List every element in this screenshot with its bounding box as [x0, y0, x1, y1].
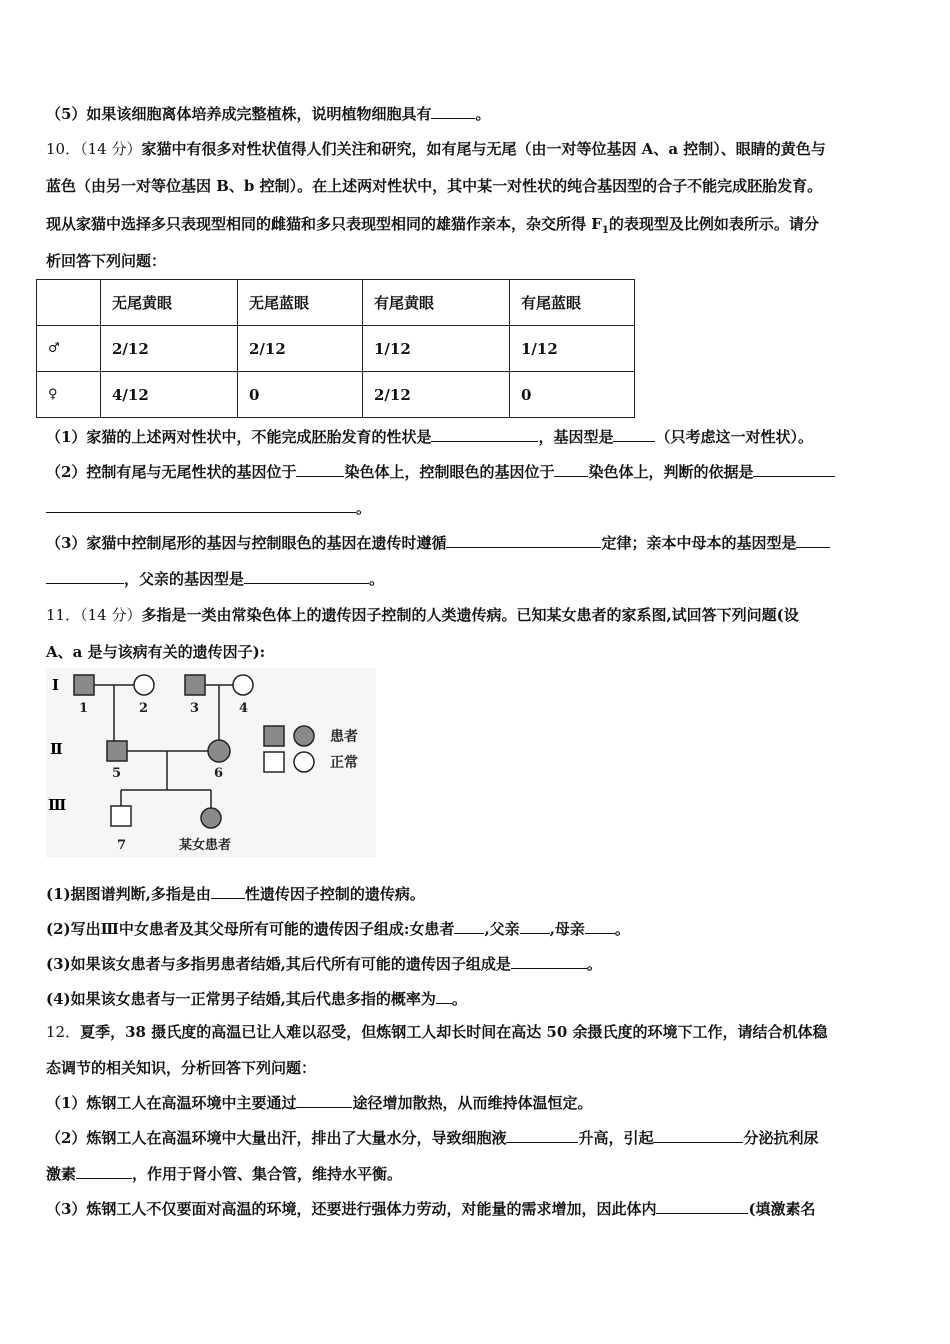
table-row	[37, 326, 635, 372]
q12-line1: 12．夏季，38 摄氏度的高温已让人难以忍受，但炼钢工人却长时间在高达 50 余摄氏度的环境下工作，请结合机体稳	[46, 1023, 828, 1041]
table-header-row	[37, 280, 635, 326]
normal-female-symbol	[233, 675, 253, 695]
answer-blank[interactable]	[796, 532, 830, 548]
q11-sub1: (1)据图谱判断,多指是由 性遗传因子控制的遗传病。	[46, 885, 425, 903]
individual-label: 2	[139, 701, 149, 716]
pedigree-background	[46, 668, 376, 858]
answer-blank[interactable]	[656, 1198, 748, 1214]
normal-female-symbol	[134, 675, 154, 695]
q11-sub3: (3)如果该女患者与多指男患者结婚,其后代所有可能的遗传因子组成是 。	[46, 955, 602, 973]
q11-line1: 11．（14 分）多指是一类由常染色体上的遗传因子控制的人类遗传病。已知某女患者的家系图,试回答下列问题(设	[46, 606, 799, 624]
answer-blank[interactable]	[653, 1127, 743, 1143]
q10-sub1: （1）家猫的上述两对性状中，不能完成胚胎发育的性状是 ，基因型是 （只考虑这一对性状）。	[46, 428, 813, 446]
generation-label: Ⅲ	[48, 796, 67, 814]
answer-blank[interactable]	[296, 1092, 352, 1108]
affected-female-symbol	[208, 740, 230, 762]
legend-normal-male	[264, 752, 284, 772]
table-row	[37, 372, 635, 418]
table-header: 有尾蓝眼	[510, 280, 635, 326]
answer-blank[interactable]	[46, 497, 356, 513]
individual-label: 5	[112, 766, 122, 781]
table-cell: 1/12	[363, 326, 510, 372]
answer-blank[interactable]	[46, 568, 124, 584]
affected-male-symbol	[185, 675, 205, 695]
q10-sub2: （2）控制有尾与无尾性状的基因位于 染色体上，控制眼色的基因位于 染色体上，判断的依据是	[46, 461, 835, 482]
table-cell: 4/12	[101, 372, 238, 418]
answer-blank[interactable]	[511, 953, 587, 969]
answer-blank[interactable]	[76, 1163, 132, 1179]
legend-affected-male	[264, 726, 284, 746]
q10-sub3: （3）家猫中控制尾形的基因与控制眼色的基因在遗传时遵循 定律；亲本中母本的基因型是	[46, 532, 830, 553]
answer-blank[interactable]	[585, 918, 615, 934]
table-header: 无尾蓝眼	[238, 280, 363, 326]
table-cell: 1/12	[510, 326, 635, 372]
q10-sub2-cont: 。	[46, 497, 371, 518]
q10-line1: 10．（14 分）家猫中有很多对性状值得人们关注和研究，如有尾与无尾（由一对等位基因 A、a 控制）、眼睛的黄色与	[46, 140, 826, 158]
answer-blank[interactable]	[613, 426, 655, 442]
legend-affected-female	[294, 726, 314, 746]
individual-label: 6	[214, 766, 224, 781]
table-cell: 2/12	[101, 326, 238, 372]
q9-sub5: （5）如果该细胞离体培养成完整植株，说明植物细胞具有 。	[46, 105, 491, 123]
affected-female-symbol	[201, 808, 221, 828]
q11-line2: A、a 是与该病有关的遗传因子):	[46, 643, 266, 661]
male-symbol: ♂	[37, 326, 101, 372]
q10-line4: 析回答下列问题：	[46, 252, 167, 270]
legend-normal-label: 正常	[330, 755, 358, 771]
normal-male-symbol	[111, 806, 131, 826]
q10-line3: 现从家猫中选择多只表现型相同的雌猫和多只表现型相同的雄猫作亲本，杂交所得 $F_1$的表现型及比例如表所示。请分	[46, 215, 819, 236]
phenotype-table	[36, 279, 635, 418]
q9-sub5-text: （5）如果该细胞离体培养成完整植株，说明植物细胞具有	[46, 105, 432, 123]
question-number: 11．	[46, 606, 81, 624]
question-points: （14 分）	[80, 140, 142, 158]
individual-label: 3	[190, 701, 200, 716]
answer-blank[interactable]	[520, 918, 550, 934]
individual-label: 7	[117, 838, 127, 853]
table-header: 无尾黄眼	[101, 280, 238, 326]
question-number: 12．	[46, 1023, 81, 1041]
question-points: （14 分）	[80, 606, 142, 624]
answer-blank[interactable]	[244, 568, 369, 584]
q12-sub3: （3）炼钢工人不仅要面对高温的环境，还要进行强体力劳动，对能量的需求增加，因此体内 (填激素名	[46, 1200, 816, 1218]
answer-blank[interactable]	[431, 426, 538, 442]
answer-blank[interactable]	[554, 461, 588, 477]
q12-sub2: （2）炼钢工人在高温环境中大量出汗，排出了大量水分，导致细胞液 升高，引起 分泌抗利尿	[46, 1129, 819, 1147]
table-cell: 0	[510, 372, 635, 418]
table-header: 有尾黄眼	[363, 280, 510, 326]
legend-affected-label: 患者	[330, 729, 358, 745]
answer-blank[interactable]	[506, 1127, 578, 1143]
q12-sub2-cont: 激素 ，作用于肾小管、集合管，维持水平衡。	[46, 1165, 403, 1183]
answer-blank[interactable]	[431, 103, 475, 119]
individual-label: 4	[239, 701, 249, 716]
pedigree-chart	[46, 668, 376, 858]
question-number: 10．	[46, 140, 81, 158]
female-symbol: ♀	[37, 372, 101, 418]
answer-blank[interactable]	[436, 988, 452, 1004]
answer-blank[interactable]	[446, 532, 601, 548]
table-cell: 2/12	[238, 326, 363, 372]
generation-label: Ⅰ	[52, 676, 60, 694]
q11-sub2: (2)写出Ⅲ中女患者及其父母所有可能的遗传因子组成:女患者 ,父亲 ,母亲 。	[46, 920, 630, 938]
q12-sub1: （1）炼钢工人在高温环境中主要通过 途径增加散热，从而维持体温恒定。	[46, 1094, 593, 1112]
generation-label: Ⅱ	[50, 740, 63, 758]
q10-sub3-cont: ，父亲的基因型是 。	[46, 568, 384, 589]
q11-sub4: (4)如果该女患者与一正常男子结婚,其后代患多指的概率为 。	[46, 990, 467, 1008]
individual-label: 1	[79, 701, 89, 716]
affected-male-symbol	[107, 741, 127, 761]
answer-blank[interactable]	[454, 918, 484, 934]
q12-line2: 态调节的相关知识，分析回答下列问题：	[46, 1059, 317, 1077]
legend-normal-female	[294, 752, 314, 772]
affected-male-symbol	[74, 675, 94, 695]
female-patient-label: 某女患者	[179, 838, 232, 853]
answer-blank[interactable]	[753, 461, 835, 477]
answer-blank[interactable]	[296, 461, 344, 477]
table-cell: 2/12	[363, 372, 510, 418]
table-cell: 0	[238, 372, 363, 418]
q10-line2: 蓝色（由另一对等位基因 B、b 控制）。在上述两对性状中，其中某一对性状的纯合基因型的合子不能完成胚胎发育。	[46, 177, 823, 195]
table-cell	[37, 280, 101, 326]
answer-blank[interactable]	[211, 883, 245, 899]
